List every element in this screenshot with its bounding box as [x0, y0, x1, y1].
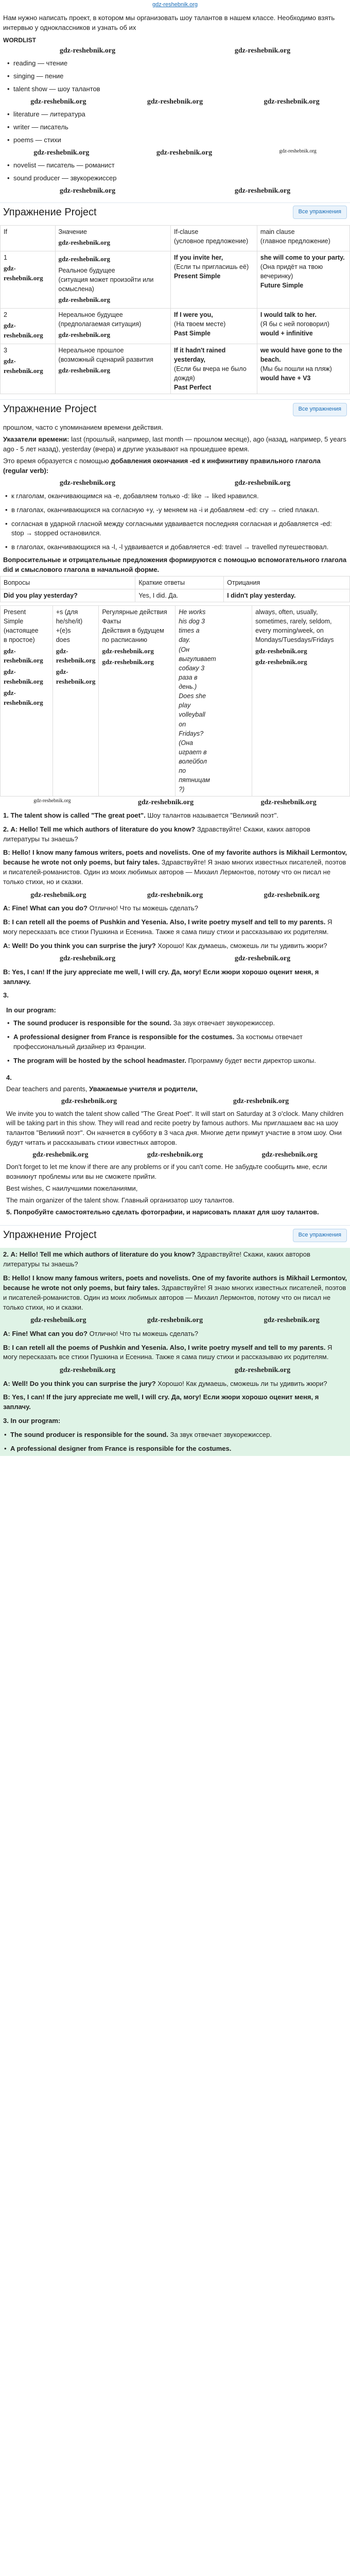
exercise-title: Упражнение Project: [3, 206, 97, 218]
watermark: gdz-reshebnik.org: [33, 148, 90, 157]
answer-line: A: Well! Do you think you can surprise the jury? Хорошо! Как думаешь, сможешь ли ты удивить жюри?: [3, 941, 327, 950]
question-table: [0, 576, 350, 602]
watermark-row: [0, 796, 350, 809]
list-item: • к глаголам, оканчивающимся на -e, добавляем только -d: like → liked нравился.: [4, 489, 346, 503]
table-header: Отрицания: [224, 576, 350, 589]
table-header: main clause (главное предложение): [257, 225, 349, 251]
program-label: In our program:: [6, 1006, 56, 1014]
watermark: gdz-reshebnik.org: [156, 148, 213, 157]
table-header-row: [1, 225, 350, 251]
table-row: 3 gdz-reshebnik.org Нереальное прошлое (возможный сценарий развития gdz-reshebnik.org If it hadn't rained yesterday, (Если бы вчера не было дождя) Past Perfect we would have gone to the beach. (Мы бы пошли на пляж) would have + V3: [1, 344, 350, 394]
watermark-row: [0, 45, 350, 57]
watermark-row: [0, 147, 350, 159]
time-markers: Указатели времени: last (прошлый, например, last month — прошлом месяце), ago (назад, например, 5 years ago - 5 лет назад), yesterday (вчера) и другие указывают на прошедшее время.: [3, 435, 346, 453]
all-exercises-button[interactable]: Все упражнения: [293, 1229, 347, 1242]
past-simple-intro: прошлом, часто с упоминанием времени действия.: [3, 423, 163, 432]
wordlist: [0, 57, 350, 96]
list-item: • writer — писатель: [6, 121, 344, 134]
table-row: Did you play yesterday? Yes, I did. Да. I didn't play yesterday.: [1, 589, 350, 602]
table-header: Значение gdz-reshebnik.org: [55, 225, 171, 251]
exercise-header: [0, 399, 350, 419]
table-row: 2 gdz-reshebnik.org Нереальное будущее (предполагаемая ситуация) gdz-reshebnik.org If I were you, (На твоем месте) Past Simple I would talk to her. (Я бы с ней поговорил) would + infinitive: [1, 308, 350, 344]
exercise-header: [0, 202, 350, 222]
list-item: • в глаголах, оканчивающихся на -l, -l удваивается и добавляется -ed: travel → travelled путешествовал.: [4, 540, 346, 554]
present-simple-table: [0, 605, 350, 796]
watermark: gdz-reshebnik.org: [264, 97, 320, 106]
list-item: • poems — стихи: [6, 134, 344, 147]
list-item: • в глаголах, оканчивающихся на согласную +y, -y меняем на -i и добавляем -ed: cry → cried плакал.: [4, 503, 346, 517]
wordlist: [0, 108, 350, 147]
answer-line: B: Yes, I can! If the jury appreciate me well, I will cry. Да, могу! Если жюри хорошо оценит меня, я заплачу.: [3, 968, 319, 986]
table-header: Краткие ответы: [135, 576, 224, 589]
table-header: If: [1, 225, 56, 251]
list-item: • A professional designer from France is responsible for the costumes. За костюмы отвечает профессиональный дизайнер из Франции.: [6, 1030, 344, 1054]
table-header: Вопросы: [1, 576, 135, 589]
watermark: gdz-reshebnik.org: [260, 798, 317, 806]
watermark: gdz-reshebnik.org: [234, 187, 291, 195]
all-exercises-button[interactable]: Все упражнения: [293, 403, 347, 416]
program-block: [0, 1003, 350, 1070]
conditionals-table: [0, 225, 350, 394]
exercise-title: Упражнение Project: [3, 1229, 97, 1241]
watermark: gdz-reshebnik.org: [279, 148, 317, 154]
list-item: • singing — пение: [6, 70, 344, 83]
table-header-row: [1, 576, 350, 589]
list-item: • novelist — писатель — романист: [6, 159, 344, 172]
list-item: • talent show — шоу талантов: [6, 83, 344, 96]
answer-number: 3.: [3, 991, 9, 999]
formation-text: Это время образуется с помощью добавления окончания -ed к инфинитиву правильного глагола (regular verb):: [3, 456, 321, 474]
site-link[interactable]: gdz-reshebnik.org: [152, 2, 198, 8]
wordlist: [0, 159, 350, 185]
watermark: gdz-reshebnik.org: [234, 47, 291, 55]
list-item: • reading — чтение: [6, 57, 344, 70]
exercise-title: Упражнение Project: [3, 403, 97, 415]
table-row: Present Simple (настоящее в простое) gdz-reshebnik.org gdz-reshebnik.org gdz-reshebnik.org +s (для he/she/it) +(e)s does gdz-reshebnik.org gdz-reshebnik.org Регулярные действия Факты Действия в будущем по расписанию gdz-reshebnik.org gdz-reshebnik.org He works his dog 3 times a day. (Он выгуливает собаку 3 раза в день.) Does she play volleyball on Fridays? (Она играет в волейбол по пятницам ?) always, often, usually, sometimes, rarely, seldom, every morning/week, on Mondays/Tuesdays/Fridays gdz-reshebnik.org gdz-reshebnik.org: [1, 606, 350, 796]
watermark: gdz-reshebnik.org: [137, 798, 194, 806]
answer-line: B: I can retell all the poems of Pushkin and Yesenia. Also, I write poetry myself and tell to my parents. Я могу пересказать все стихи Пушкина и Есенина. Также я сама пишу стихи и рассказываю их родителям.: [3, 918, 332, 936]
watermark: gdz-reshebnik.org: [59, 479, 116, 487]
answer-line: A: Fine! What can you do? Отлично! Что ты можешь сделать?: [3, 904, 198, 912]
list-item: • The program will be hosted by the school headmaster. Программу будет вести директор школы.: [6, 1054, 344, 1068]
watermark-row: [0, 185, 350, 197]
letter-block: 4. Dear teachers and parents, Уважаемые учителя и родители, gdz-reshebnik.org gdz-reshebnik.org We invite you to watch the talent show called "The Great Poet". It will start on Saturday at 3 o'clock. Many children will be taking part in this show. They will read and recite poetry by famous authors. Мы приглашаем вас на шоу талантов "Великий поэт". Он начнется в субботу в 3 часа дня. Многие дети примут участие в этом шоу. Они будут читать и рассказывать стихи известных авторов. gdz-reshebnik.org gdz-reshebnik.org gdz-reshebnik.org Don't forget to let me know if there are any problems or if you can't come. Не забудьте сообщить мне, если возникнут проблемы или вы не сможете прийти. Best wishes, С наилучшими пожеланиями, The main organizer of the talent show. Главный организатор шоу талантов. 5. Попробуйте самостоятельно сделать фотографии, и нарисовать плакат для шоу талантов.: [0, 1070, 350, 1221]
answers-block: 1. The talent show is called "The great poet". Шоу талантов называется "Великий поэт". 2. A: Hello! Tell me which authors of literature do you know? Здравствуйте! Скажи, каких авторов литературы ты знаешь? B: Hello! I know many famous writers, poets and novelists. One of my favorite authors is Mikhail Lermontov, because he wrote not only poems, but fairy tales. Здравствуйте! Я знаю многих известных писателей, поэтов и писателей-романистов. Один из моих любимых авторов — Михаил Лермонтов, потому что он писал не только стихи, но и сказки. gdz-reshebnik.org gdz-reshebnik.org gdz-reshebnik.org A: Fine! What can you do? Отлично! Что ты можешь сделать? B: I can retell all the poems of Pushkin and Yesenia. Also, I write poetry myself and tell to my parents. Я могу пересказать все стихи Пушкина и Есенина. Также я сама пишу стихи и рассказываю их родителям. A: Well! Do you think you can surprise the jury? Хорошо! Как думаешь, сможешь ли ты удивить жюри? gdz-reshebnik.org gdz-reshebnik.org B: Yes, I can! If the jury appreciate me well, I will cry. Да, могу! Если жюри хорошо оценит меня, я заплачу. 3.: [0, 809, 350, 1003]
watermark: gdz-reshebnik.org: [147, 97, 203, 106]
watermark: gdz-reshebnik.org: [30, 97, 86, 106]
rules-list: [0, 489, 350, 554]
table-row: 1 gdz-reshebnik.org gdz-reshebnik.org Реальное будущее (ситуация может произойти или осмыслена) gdz-reshebnik.org If you invite her, (Если ты пригласишь её) Present Simple she will come to your party. (Она придёт на твою вечеринку) Future Simple: [1, 251, 350, 308]
list-item: • literature — литература: [6, 108, 344, 121]
answer-line: 2. A: Hello! Tell me which authors of literature do you know? Здравствуйте! Скажи, каких авторов литературы ты знаешь?: [3, 825, 310, 843]
watermark: gdz-reshebnik.org: [59, 187, 116, 195]
question-note: Вопросительные и отрицательные предложения формируются с помощью вспомогательного глагола did и смыслового глагола в начальной форме.: [3, 556, 347, 573]
exercise-header: [0, 1225, 350, 1245]
list-item: • The sound producer is responsible for the sound. За звук отвечает звукорежиссер.: [6, 1016, 344, 1030]
list-item: • A professional designer from France is responsible for the costumes.: [3, 1442, 347, 1456]
answer-line: B: Hello! I know many famous writers, poets and novelists. One of my favorite authors is Mikhail Lermontov, because he wrote not only poems, but fairy tales. Здравствуйте! Я знаю многих известных писателей, поэтов и писателей-романистов. Один из моих любимых авторов — Михаил Лермонтов, потому что он писал не только стихи, но и сказки.: [3, 849, 347, 886]
list-item: • sound producer — звукорежиссер: [6, 172, 344, 185]
watermark: gdz-reshebnik.org: [59, 47, 116, 55]
watermark-row: [0, 477, 350, 489]
table-header: If-clause (условное предложение): [171, 225, 257, 251]
watermark-row: [0, 96, 350, 108]
task-five: 5. Попробуйте самостоятельно сделать фотографии, и нарисовать плакат для шоу талантов.: [6, 1208, 319, 1216]
list-item: • The sound producer is responsible for the sound. За звук отвечает звукорежиссер.: [3, 1428, 347, 1442]
watermark: gdz-reshebnik.org: [33, 798, 71, 804]
all-exercises-button[interactable]: Все упражнения: [293, 206, 347, 219]
answers-block-repeat: 2. A: Hello! Tell me which authors of literature do you know? Здравствуйте! Скажи, каких авторов литературы ты знаешь? B: Hello! I know many famous writers, poets and novelists. One of my favorite authors is Mikhail Lermontov, because he wrote not only poems, but fairy tales. Здравствуйте! Я знаю многих известных писателей, поэтов и писателей-романистов. Один из моих любимых авторов — Михаил Лермонтов, потому что он писал не только стихи, но и сказки. gdz-reshebnik.org gdz-reshebnik.org gdz-reshebnik.org A: Fine! What can you do? Отлично! Что ты можешь сделать? B: I can retell all the poems of Pushkin and Yesenia. Also, I write poetry myself and tell to my parents. Я могу пересказать все стихи Пушкина и Есенина. Также я сама пишу стихи и рассказываю их родителям. gdz-reshebnik.org gdz-reshebnik.org A: Well! Do you think you can surprise the jury? Хорошо! Как думаешь, сможешь ли ты удивить жюри? B: Yes, I can! If the jury appreciate me well, I will cry. Да, могу! Если жюри хорошо оценит меня, я заплачу. 3. In our program: • The sound producer is responsible for the sound. За звук отвечает звукорежиссер. • A professional designer from France is responsible for the costumes.: [0, 1248, 350, 1455]
watermark: gdz-reshebnik.org: [234, 479, 291, 487]
list-item: • согласная в ударной гласной между согласными удваивается последняя согласная и добавляется -ed: stop → stopped остановился.: [4, 517, 346, 541]
intro-text: Нам нужно написать проект, в котором мы организовать шоу талантов в нашем классе. Необходимо взять интервью у одноклассников и узнать об их: [3, 13, 335, 31]
answer-line: 1. The talent show is called "The great poet". Шоу талантов называется "Великий поэт".: [3, 811, 278, 819]
wordlist-label: WORDLIST: [3, 36, 36, 44]
